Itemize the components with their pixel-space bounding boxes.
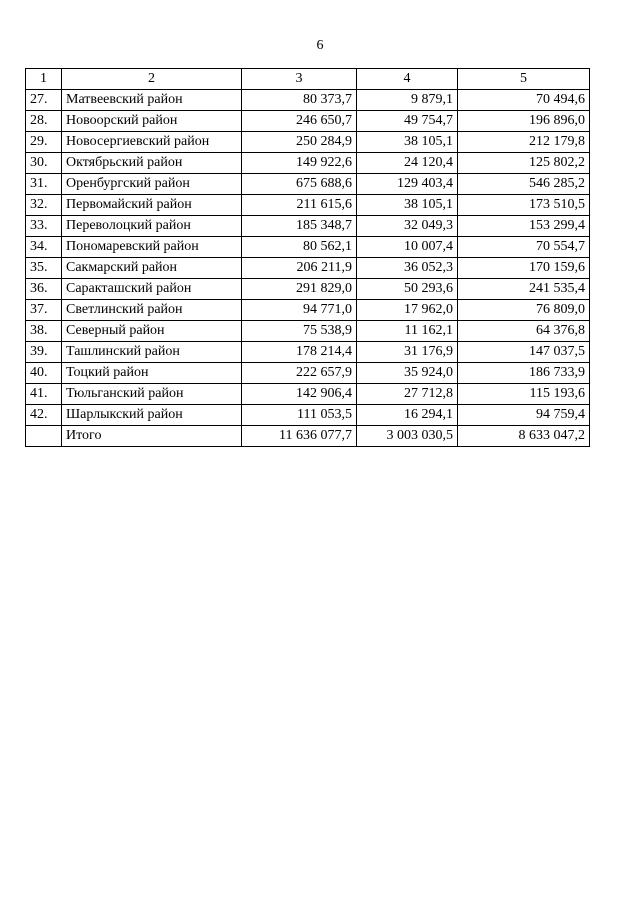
row-number: 27. bbox=[26, 90, 62, 111]
value-col3: 80 562,1 bbox=[242, 237, 357, 258]
district-name: Пономаревский район bbox=[62, 237, 242, 258]
row-number: 42. bbox=[26, 405, 62, 426]
table-row bbox=[26, 384, 590, 405]
district-name: Новосергиевский район bbox=[62, 132, 242, 153]
table-row bbox=[26, 363, 590, 384]
value-col4: 17 962,0 bbox=[357, 300, 458, 321]
table-row bbox=[26, 132, 590, 153]
value-col3: 185 348,7 bbox=[242, 216, 357, 237]
district-name: Сакмарский район bbox=[62, 258, 242, 279]
value-col4: 50 293,6 bbox=[357, 279, 458, 300]
row-number: 37. bbox=[26, 300, 62, 321]
value-col5: 70 494,6 bbox=[458, 90, 590, 111]
district-name: Северный район bbox=[62, 321, 242, 342]
value-col4: 36 052,3 bbox=[357, 258, 458, 279]
value-col5: 546 285,2 bbox=[458, 174, 590, 195]
value-col3: 149 922,6 bbox=[242, 153, 357, 174]
value-col5: 173 510,5 bbox=[458, 195, 590, 216]
table-row bbox=[26, 405, 590, 426]
row-number: 39. bbox=[26, 342, 62, 363]
table-row bbox=[26, 153, 590, 174]
value-col3: 250 284,9 bbox=[242, 132, 357, 153]
value-col4: 32 049,3 bbox=[357, 216, 458, 237]
row-number: 31. bbox=[26, 174, 62, 195]
value-col4: 35 924,0 bbox=[357, 363, 458, 384]
value-col5: 64 376,8 bbox=[458, 321, 590, 342]
column-header: 2 bbox=[62, 69, 242, 90]
value-col4: 38 105,1 bbox=[357, 132, 458, 153]
value-col4: 129 403,4 bbox=[357, 174, 458, 195]
value-col5: 196 896,0 bbox=[458, 111, 590, 132]
district-name: Шарлыкский район bbox=[62, 405, 242, 426]
total-col4: 3 003 030,5 bbox=[357, 426, 458, 447]
value-col5: 241 535,4 bbox=[458, 279, 590, 300]
data-table bbox=[25, 68, 590, 447]
table-row bbox=[26, 216, 590, 237]
value-col3: 222 657,9 bbox=[242, 363, 357, 384]
total-col3: 11 636 077,7 bbox=[242, 426, 357, 447]
value-col3: 211 615,6 bbox=[242, 195, 357, 216]
district-name: Новоорский район bbox=[62, 111, 242, 132]
district-name: Тюльганский район bbox=[62, 384, 242, 405]
total-col5: 8 633 047,2 bbox=[458, 426, 590, 447]
district-name: Переволоцкий район bbox=[62, 216, 242, 237]
table-row bbox=[26, 174, 590, 195]
value-col5: 153 299,4 bbox=[458, 216, 590, 237]
row-number: 32. bbox=[26, 195, 62, 216]
row-number bbox=[26, 426, 62, 447]
value-col5: 170 159,6 bbox=[458, 258, 590, 279]
table-row bbox=[26, 195, 590, 216]
value-col5: 125 802,2 bbox=[458, 153, 590, 174]
value-col3: 80 373,7 bbox=[242, 90, 357, 111]
value-col5: 212 179,8 bbox=[458, 132, 590, 153]
table-row bbox=[26, 279, 590, 300]
value-col3: 75 538,9 bbox=[242, 321, 357, 342]
row-number: 35. bbox=[26, 258, 62, 279]
row-number: 38. bbox=[26, 321, 62, 342]
district-name: Первомайский район bbox=[62, 195, 242, 216]
value-col4: 11 162,1 bbox=[357, 321, 458, 342]
row-number: 30. bbox=[26, 153, 62, 174]
value-col5: 186 733,9 bbox=[458, 363, 590, 384]
table-row bbox=[26, 342, 590, 363]
value-col5: 70 554,7 bbox=[458, 237, 590, 258]
value-col3: 291 829,0 bbox=[242, 279, 357, 300]
row-number: 36. bbox=[26, 279, 62, 300]
value-col4: 9 879,1 bbox=[357, 90, 458, 111]
value-col4: 27 712,8 bbox=[357, 384, 458, 405]
value-col4: 31 176,9 bbox=[357, 342, 458, 363]
value-col3: 246 650,7 bbox=[242, 111, 357, 132]
district-name: Ташлинский район bbox=[62, 342, 242, 363]
row-number: 29. bbox=[26, 132, 62, 153]
value-col5: 115 193,6 bbox=[458, 384, 590, 405]
page-number: 6 bbox=[316, 38, 324, 53]
column-header: 4 bbox=[357, 69, 458, 90]
value-col3: 206 211,9 bbox=[242, 258, 357, 279]
district-name: Саракташский район bbox=[62, 279, 242, 300]
row-number: 28. bbox=[26, 111, 62, 132]
district-name: Октябрьский район bbox=[62, 153, 242, 174]
total-label: Итого bbox=[62, 426, 242, 447]
value-col4: 49 754,7 bbox=[357, 111, 458, 132]
column-header: 5 bbox=[458, 69, 590, 90]
row-number: 33. bbox=[26, 216, 62, 237]
value-col4: 38 105,1 bbox=[357, 195, 458, 216]
table-row bbox=[26, 258, 590, 279]
value-col5: 94 759,4 bbox=[458, 405, 590, 426]
row-number: 40. bbox=[26, 363, 62, 384]
value-col5: 147 037,5 bbox=[458, 342, 590, 363]
value-col3: 675 688,6 bbox=[242, 174, 357, 195]
value-col5: 76 809,0 bbox=[458, 300, 590, 321]
table-row bbox=[26, 90, 590, 111]
total-row bbox=[26, 426, 590, 447]
table-row bbox=[26, 111, 590, 132]
table-row bbox=[26, 321, 590, 342]
value-col3: 142 906,4 bbox=[242, 384, 357, 405]
value-col4: 16 294,1 bbox=[357, 405, 458, 426]
row-number: 34. bbox=[26, 237, 62, 258]
value-col4: 24 120,4 bbox=[357, 153, 458, 174]
row-number: 41. bbox=[26, 384, 62, 405]
value-col4: 10 007,4 bbox=[357, 237, 458, 258]
district-name: Светлинский район bbox=[62, 300, 242, 321]
table-header-row bbox=[26, 69, 590, 90]
district-name: Матвеевский район bbox=[62, 90, 242, 111]
district-name: Оренбургский район bbox=[62, 174, 242, 195]
table-row bbox=[26, 300, 590, 321]
column-header: 1 bbox=[26, 69, 62, 90]
table-row bbox=[26, 237, 590, 258]
value-col3: 94 771,0 bbox=[242, 300, 357, 321]
column-header: 3 bbox=[242, 69, 357, 90]
value-col3: 111 053,5 bbox=[242, 405, 357, 426]
district-name: Тоцкий район bbox=[62, 363, 242, 384]
value-col3: 178 214,4 bbox=[242, 342, 357, 363]
